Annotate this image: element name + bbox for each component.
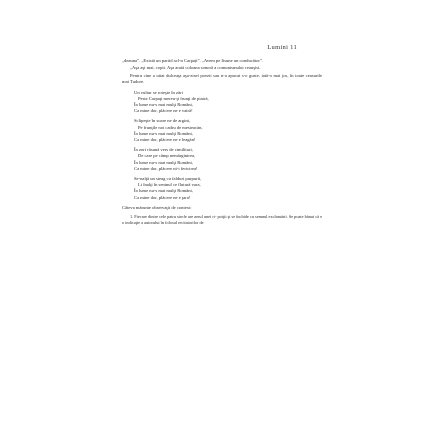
page-content (122, 58, 322, 226)
stanza-2 (134, 118, 322, 143)
stanza-3 (134, 147, 322, 172)
verse: În lume nu-s mai mulţi Români, (134, 130, 193, 136)
verse: Ca mine dor, plăcere ne e leagăn! (134, 137, 196, 143)
note-heading: Câteva mărunte observaţii de context: (122, 204, 192, 210)
verse: Ca mine dor, plăcere ni-i fericirea! (134, 165, 198, 171)
running-head: Lumini 11 (267, 44, 297, 51)
paragraph-1: „deauna”. „Există un partid acl-n Carpați”. „Avem pe Iisune un conducător”. (122, 58, 264, 63)
footnote-1: 1. Fiecare dintre cele patru strofe are aerul unei ri- poiţii şi se închide cu semnul exclamării. Se poate bănui că e o indicaţie a autorului în folosul recitatorilor de (122, 214, 322, 226)
verse: Ca mine dor, plăcere ne e vatră! (134, 108, 193, 114)
verse: Sclipeşte în soare ne de argint, (134, 118, 191, 124)
paragraph-2: „Aşa aşi mai, copii. Aşa arată coloana sonoră a comunismului ceauşist. (130, 65, 261, 71)
verse: În lume nu-s mai mulţi Români, (134, 188, 193, 194)
verse: În lume nu-s mai mulţi Români, (134, 102, 193, 108)
verse: Se-nalţă un steag cu falduri purpurii, (134, 176, 202, 182)
verse: În lume nu-s mai mulţi Români, (134, 159, 193, 165)
paragraph-3: Pentru cine a uitat dulceaţa aşa-zisei poezii sau n-a apucat s-o guste, iată-o mai jos, în toate ceasurile mai Tudore. (122, 72, 322, 85)
verse: Li înalţi în seninul ce flutură vara, (138, 182, 201, 188)
verse: Peste Carpaţi mereu-ţi frunţi de piatră, (138, 95, 209, 101)
verse: Ca mine dor, plăcere ne e ţara! (134, 194, 191, 200)
verse: Un vultur se roteşte în zări (134, 89, 183, 95)
verse: De care pe câmp nemărginirea, (138, 153, 196, 159)
verse: Pe frunţile noi cadru de mesteacăn, (138, 124, 203, 130)
stanza-4 (134, 176, 322, 201)
verse: În zori răsună vers de cimilituri, (134, 147, 193, 153)
poem (134, 90, 322, 201)
stanza-1 (134, 90, 322, 115)
